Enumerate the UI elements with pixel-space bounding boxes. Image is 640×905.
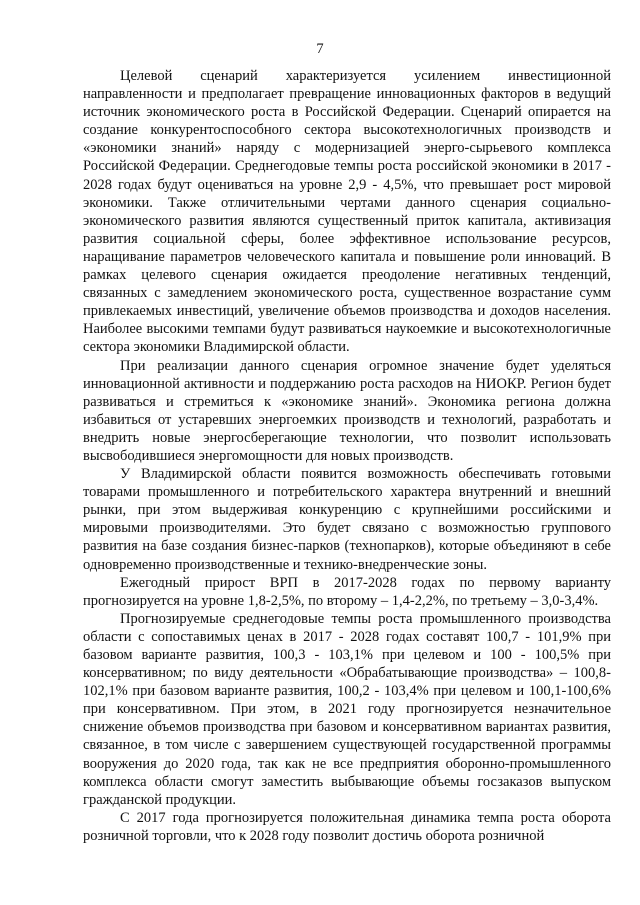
paragraph-innovation-activity: При реализации данного сценария огромное значение будет уделяться инновационной активности и поддержанию роста расходов на НИОКР. Регион будет развиваться и стремиться к «экономике знаний». Экономика региона должна избавиться от устаревших энергоемких производств и технологий, разработать и внедрить новые энергосберегающие технологии, что позволит использовать высвободившиеся энергомощности для новых производств. bbox=[83, 357, 611, 464]
paragraph-industrial-production: Прогнозируемые среднегодовые темпы роста промышленного производства области с сопоставимых ценах в 2017 - 2028 годах составят 100,7 - 101,9% при базовом варианте развития, 100,3 - 103,1% при целевом и 100 - 100,5% при консервативном; по виду деятельности «Обрабатывающие производства» – 100,8-102,1% при базовом варианте развития, 100,2 - 103,4% при целевом и 100,1-100,6% при консервативном. При этом, в 2021 году прогнозируется незначительное снижение объемов производства при базовом и консервативном вариантах развития, связанное, в том числе с завершением существующей государственной программы вооружения до 2020 года, так как не все предприятия оборонно-промышленного комплекса области смогут заместить выбывающие объемы госзаказов выпуском гражданской продукции. bbox=[83, 610, 611, 808]
paragraph-regional-opportunities: У Владимирской области появится возможность обеспечивать готовыми товарами промышленного и потребительского характера внутренний и внешний рынки, при этом выдерживая конкуренцию с крупнейшими российскими и мировыми производителями. Это будет связано с возможностью группового развития на базе создания бизнес-парков (технопарков), которые объединяют в себе одновременно производственные и технико-внедренческие зоны. bbox=[83, 466, 611, 573]
paragraph-retail-trade: С 2017 года прогнозируется положительная динамика темпа роста оборота розничной торговли, что к 2028 году позволит достичь оборота розничной bbox=[83, 809, 611, 844]
page-number: 7 bbox=[316, 41, 324, 57]
paragraph-target-scenario: Целевой сценарий характеризуется усилением инвестиционной направленности и предполагает превращение инновационных факторов в ведущий источник экономического роста в Российской Федерации. Сценарий опирается на создание конкурентоспособного сектора высокотехнологичных производств и «экономики знаний» наряду с модернизацией энерго-сырьевого комплекса Российской Федерации. Среднегодовые темпы роста российской экономики в 2017 - 2028 годах будут оцениваться на уровне 2,9 - 4,5%, что превышает рост мировой экономики. Также отличительными чертами данного сценария социально-экономического развития являются существенный приток капитала, активизация развития социальной сферы, более эффективное использование ресурсов, наращивание параметров человеческого капитала и повышение роли инноваций. В рамках целевого сценария ожидается преодоление негативных тенденций, связанных с замедлением экономического роста, существенное возрастание сумм привлекаемых инвестиций, увеличение объемов производства и доходов населения. Наиболее высокими темпами будут развиваться наукоемкие и высокотехнологичные сектора экономики Владимирской области. bbox=[83, 68, 611, 356]
paragraph-grp-growth: Ежегодный прирост ВРП в 2017-2028 годах по первому варианту прогнозируется на уровне 1,8-2,5%, по второму – 1,4-2,2%, по третьему – 3,0-3,4%. bbox=[83, 574, 611, 609]
body-text bbox=[83, 67, 611, 845]
